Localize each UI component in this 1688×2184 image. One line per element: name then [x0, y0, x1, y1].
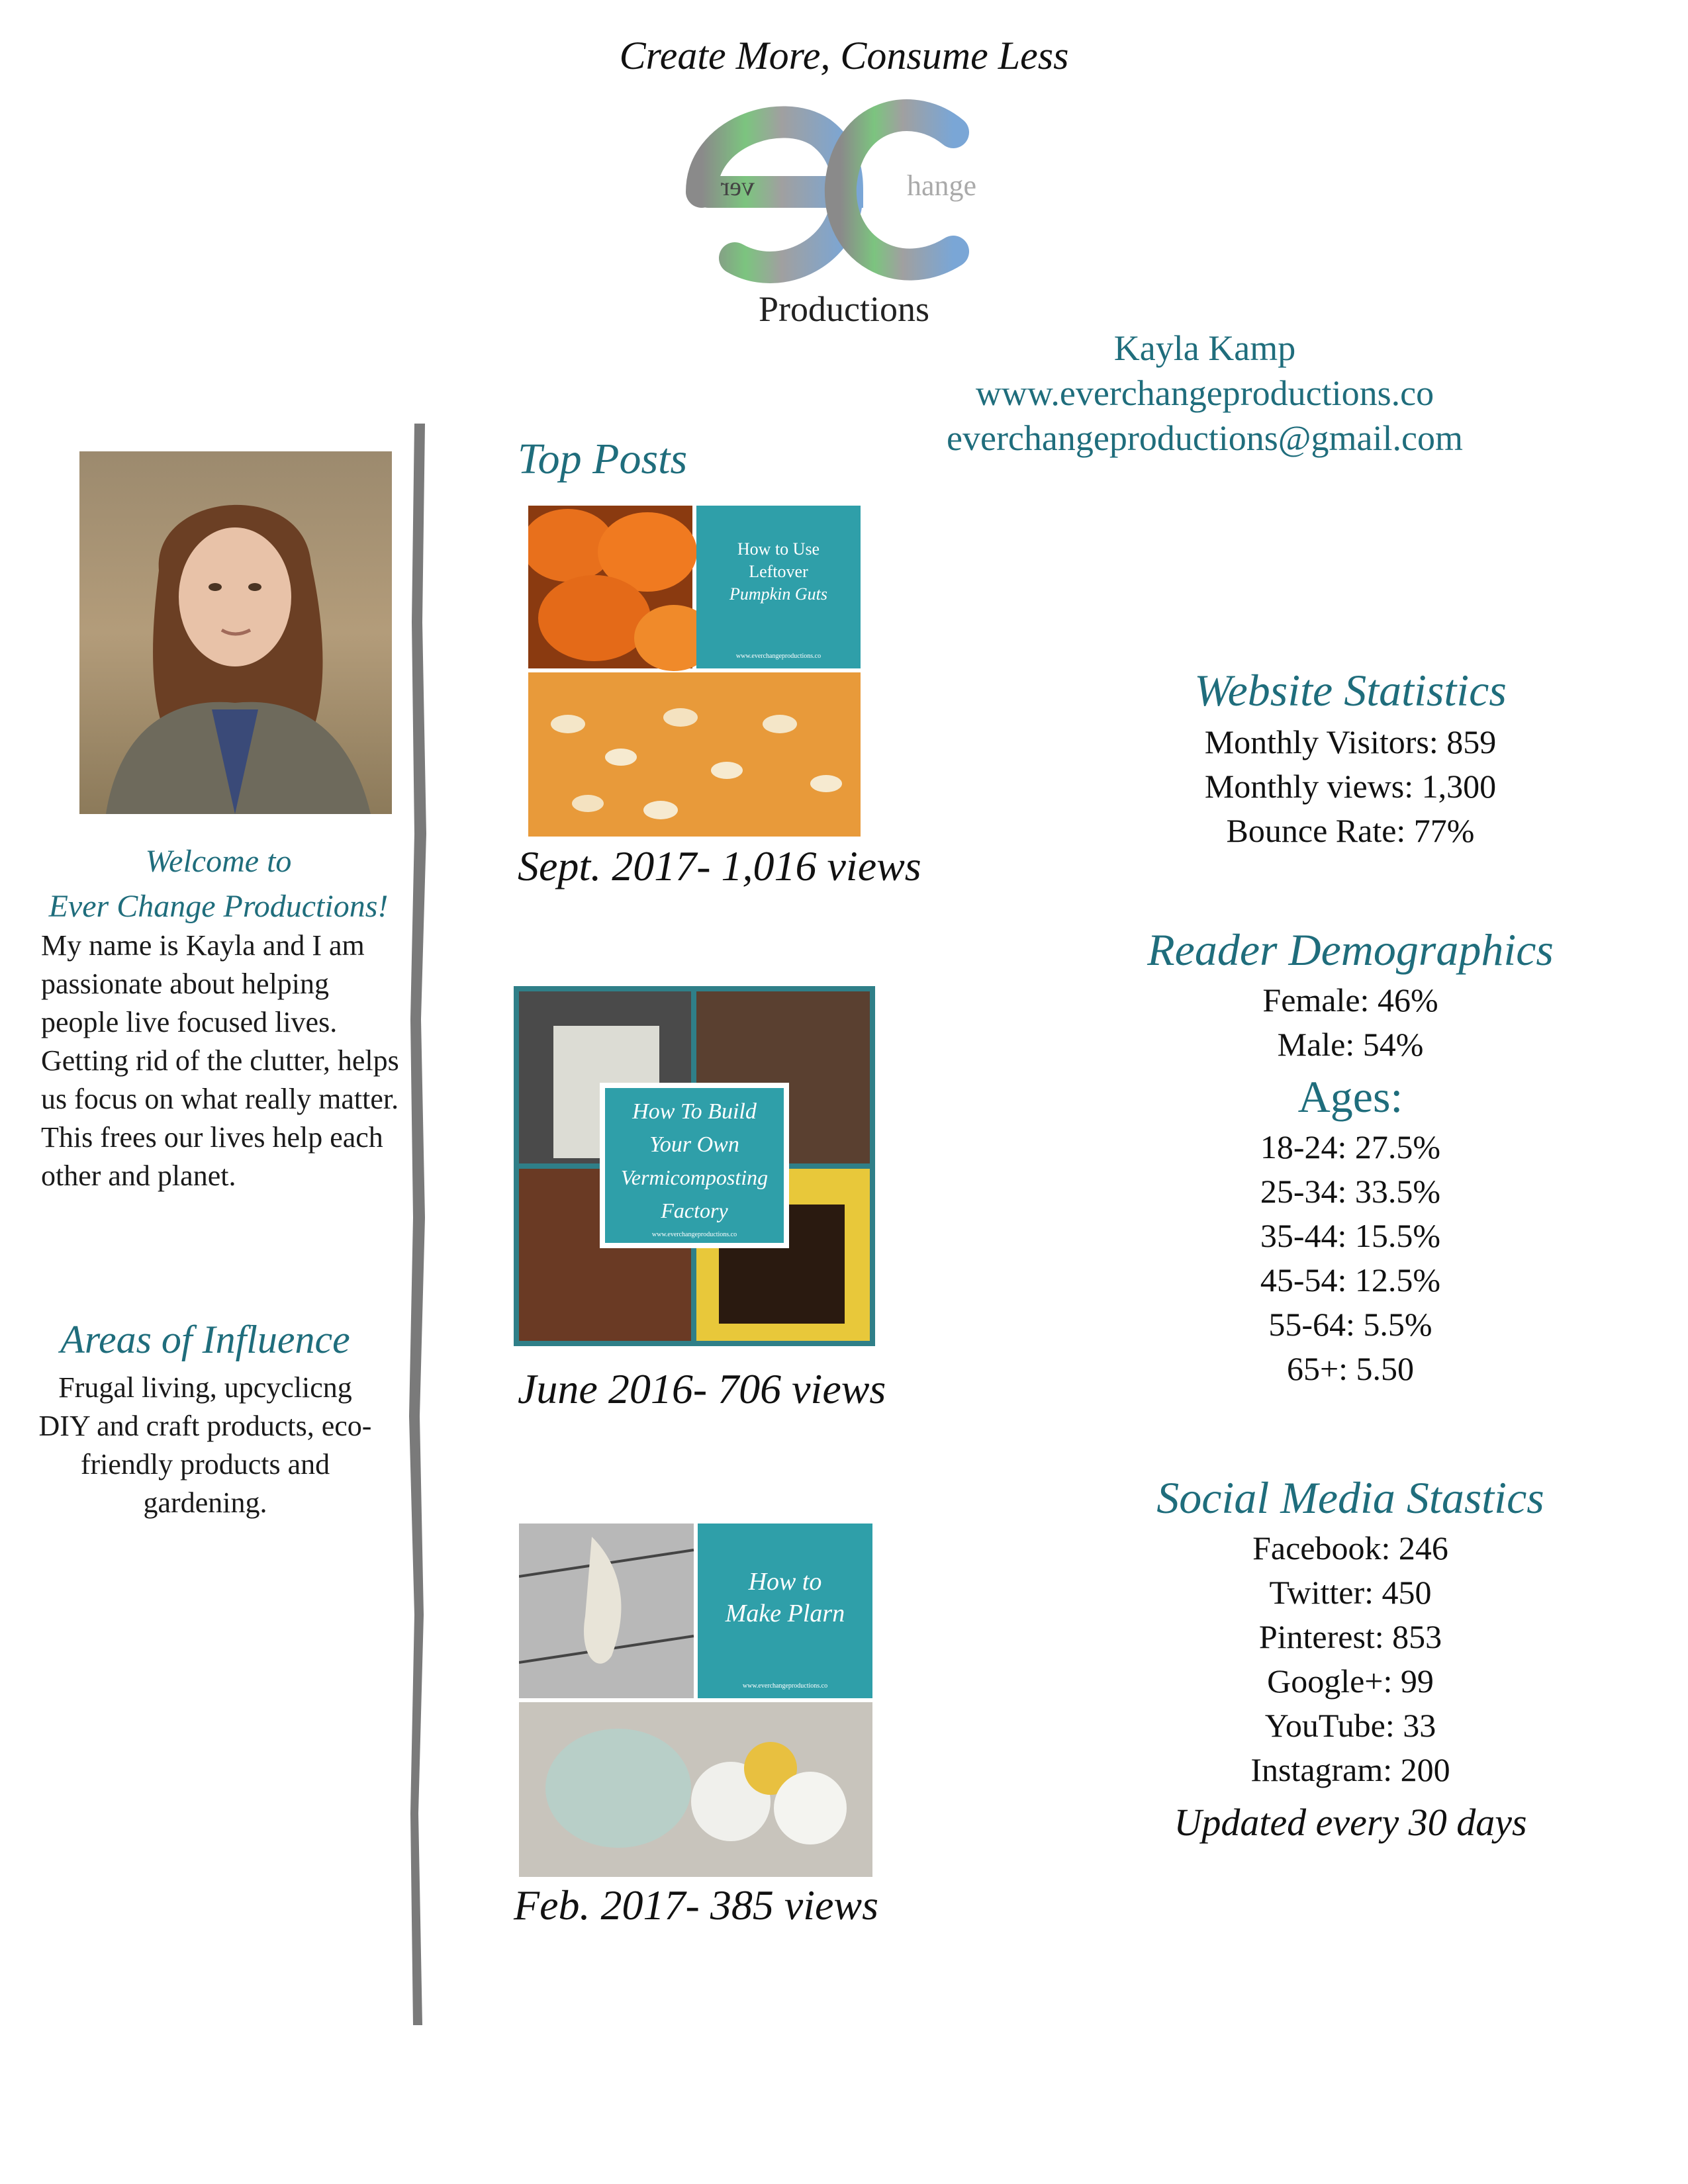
post-3-tile-url: www.everchangeproductions.co: [742, 1682, 828, 1690]
post-1-tile-line-2: Leftover: [749, 562, 808, 581]
post-2-tile-line-1: How To Build: [632, 1099, 757, 1124]
welcome-heading: [20, 839, 417, 929]
social-instagram: Instagram: 200: [1250, 1751, 1450, 1788]
ever-change-logo: [682, 93, 1013, 291]
areas-of-influence-title: Areas of Influence: [60, 1318, 350, 1361]
post-2-tile-line-2: Your Own: [649, 1132, 739, 1157]
stat-bounce-rate: Bounce Rate: 77%: [1226, 812, 1475, 849]
social-youtube: YouTube: 33: [1264, 1707, 1436, 1744]
bio-text: My name is Kayla and I am passionate about helping people live focused lives. Getting rid of the clutter, helps us focus on what really matter. This frees our lives help each other and planet.: [41, 929, 399, 1192]
profile-photo: [79, 451, 392, 814]
age-55-64: 55-64: 5.5%: [1268, 1306, 1432, 1343]
ages-list: [1086, 1125, 1615, 1391]
post-1-image[interactable]: [528, 506, 861, 837]
welcome-line-1: Welcome to: [145, 844, 292, 879]
social-media-title: Social Media Stastics: [1156, 1473, 1544, 1523]
tagline: Create More, Consume Less: [619, 34, 1069, 77]
demo-female: Female: 46%: [1262, 981, 1438, 1019]
contact-website[interactable]: www.everchangeproductions.co: [975, 373, 1434, 413]
productions-label: Productions: [758, 289, 929, 329]
post-1-tile-line-1: How to Use: [737, 539, 820, 559]
post-2-tile-line-3: Vermicomposting: [620, 1165, 769, 1189]
contact-email[interactable]: everchangeproductions@gmail.com: [947, 418, 1463, 458]
post-2-image[interactable]: [514, 986, 875, 1346]
website-statistics-list: [1086, 720, 1615, 853]
age-35-44: 35-44: 15.5%: [1260, 1217, 1441, 1254]
age-45-54: 45-54: 12.5%: [1260, 1261, 1441, 1298]
reader-demographics-title: Reader Demographics: [1147, 925, 1554, 975]
social-googleplus: Google+: 99: [1267, 1662, 1434, 1700]
post-2-caption: June 2016- 706 views: [518, 1365, 886, 1412]
top-posts-title: Top Posts: [518, 435, 688, 483]
welcome-line-2: Ever Change Productions!: [48, 889, 389, 924]
social-facebook: Facebook: 246: [1252, 1529, 1448, 1567]
social-pinterest: Pinterest: 853: [1258, 1618, 1442, 1655]
demo-male: Male: 54%: [1277, 1026, 1424, 1063]
age-65-plus: 65+: 5.50: [1286, 1350, 1415, 1387]
contact-name: Kayla Kamp: [1113, 328, 1296, 368]
post-3-caption: Feb. 2017- 385 views: [514, 1882, 878, 1929]
logo-left-text: ver: [720, 171, 755, 201]
post-1-tile-line-3: Pumpkin Guts: [729, 584, 828, 604]
website-statistics-title: Website Statistics: [1194, 665, 1507, 715]
social-media-list: [1086, 1526, 1615, 1792]
post-3-image[interactable]: [519, 1524, 872, 1877]
post-2-tile-line-4: Factory: [661, 1199, 728, 1222]
age-25-34: 25-34: 33.5%: [1260, 1173, 1441, 1210]
vertical-divider: [405, 424, 432, 2025]
post-3-tile-line-2: Make Plarn: [725, 1600, 845, 1627]
areas-of-influence-text: Frugal living, upcyclicng DIY and craft products, eco-friendly products and gardening.: [38, 1371, 372, 1519]
stat-monthly-visitors: Monthly Visitors: 859: [1204, 723, 1497, 760]
reader-demographics-list: [1086, 978, 1615, 1067]
logo-right-text: hange: [907, 169, 977, 202]
ages-title: Ages:: [1297, 1071, 1403, 1122]
updated-note: Updated every 30 days: [1174, 1801, 1527, 1844]
post-2-tile-url: www.everchangeproductions.co: [651, 1231, 737, 1238]
post-1-tile-url: www.everchangeproductions.co: [735, 653, 821, 660]
stat-monthly-views: Monthly views: 1,300: [1204, 768, 1497, 805]
contact-block: [914, 326, 1496, 461]
social-twitter: Twitter: 450: [1269, 1574, 1432, 1611]
post-1-caption: Sept. 2017- 1,016 views: [518, 842, 921, 889]
age-18-24: 18-24: 27.5%: [1260, 1128, 1441, 1165]
post-3-tile-line-1: How to: [748, 1568, 822, 1596]
